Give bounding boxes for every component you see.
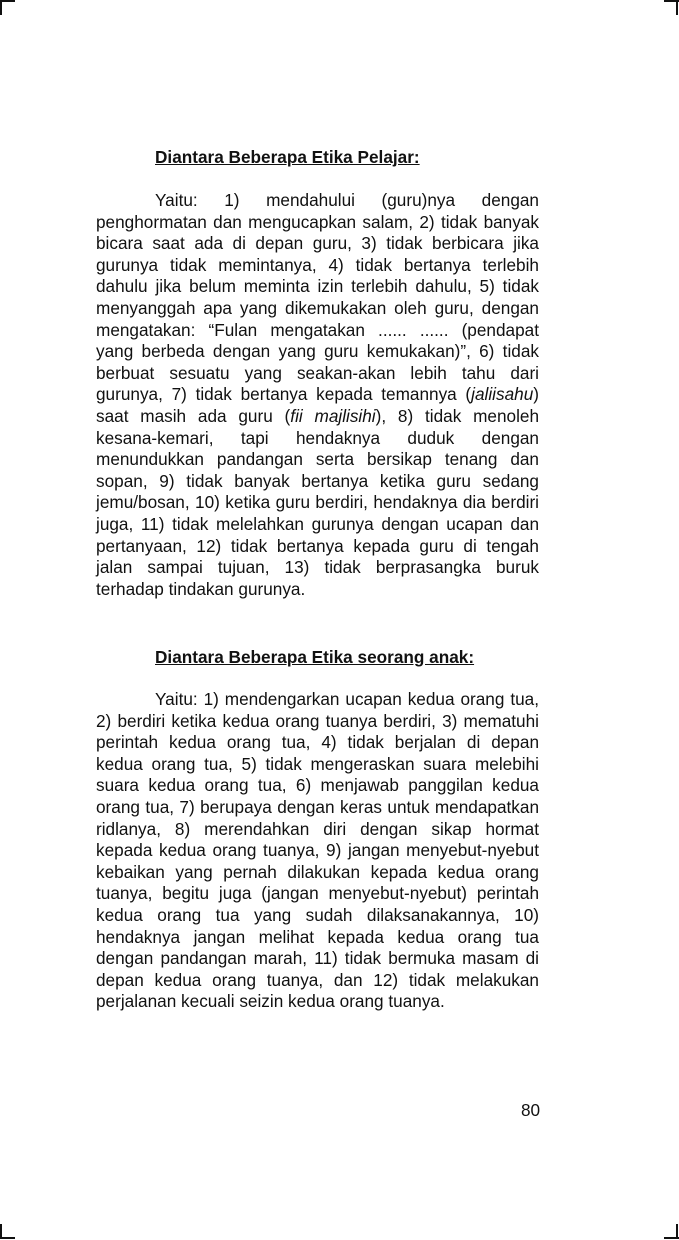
crop-mark-bottom-right-v [676, 1224, 678, 1239]
page-number: 80 [521, 1100, 541, 1120]
body-text: ), 8) tidak menoleh kesana-kemari, tapi hendaknya duduk dengan menundukkan pandangan serta bersikap tenang dan sopan, 9) tidak banyak bertanya ketika guru sedang jemu/bosan, 10) ketika guru berdiri, hendaknya dia berdiri juga, 11) tidak melelahkan gurunya dengan ucapan dan pertanyaan, 12) tidak bertanya kepada guru di tengah jalan sampai tujuan, 13) tidak berprasangka buruk terhadap tindakan gurunya. [96, 405, 540, 599]
crop-mark-top-right-v [676, 0, 678, 15]
italic-term: jaliisahu [471, 384, 534, 405]
italic-term: fii majlisihi [290, 405, 376, 426]
crop-mark-top-left-h [0, 0, 15, 2]
body-text: Yaitu: 1) mendahului (guru)nya dengan penghormatan dan mengucapkan salam, 2) tidak banyak bicara saat ada di depan guru, 3) tidak berbicara jika gurunya tidak memintanya, 4) tidak bertanya terlebih dahulu jika belum meminta izin terlebih dahulu, 5) tidak menyanggah apa yang dikemukakan oleh guru, dengan mengatakan: “Fulan mengatakan ...... ...... (pendapat yang berbeda dengan yang guru kemukakan)”, 6) tidak berbuat sesuatu yang seakan-akan lebih tahu dari gurunya, 7) tidak bertanya kepada temannya ( [96, 190, 539, 405]
section-heading-anak: Diantara Beberapa Etika seorang anak: [155, 647, 475, 667]
paragraph [96, 190, 539, 600]
section-heading-pelajar: Diantara Beberapa Etika Pelajar: [155, 147, 420, 167]
section-body-anak [96, 689, 539, 1013]
crop-mark-bottom-left-h [0, 1237, 15, 1239]
crop-mark-bottom-left-v [0, 1224, 2, 1239]
paragraph: Yaitu: 1) mendengarkan ucapan kedua orang tua, 2) berdiri ketika kedua orang tuanya berdiri, 3) mematuhi perintah kedua orang tua, 4) tidak berjalan di depan kedua orang tua, 5) tidak mengeraskan suara melebihi suara kedua orang tua, 6) menjawab panggilan kedua orang tua, 7) berupaya dengan keras untuk mendapatkan ridlanya, 8) merendahkan diri dengan sikap hormat kepada kedua orang tuanya, 9) jangan menyebut-nyebut kebaikan yang pernah dilakukan kepada kedua orang tuanya, begitu juga (jangan menyebut-nyebut) perintah kedua orang tua yang sudah dilaksanakannya, 10) hendaknya jangan melihat kepada kedua orang tua dengan pandangan marah, 11) tidak bermuka masam di depan kedua orang tuanya, dan 12) tidak melakukan perjalanan kecuali seizin kedua orang tuanya. [96, 689, 539, 1012]
section-body-pelajar [96, 190, 539, 600]
crop-mark-top-left-v [0, 0, 2, 15]
body-text: ) saat masih ada guru ( [96, 384, 539, 426]
